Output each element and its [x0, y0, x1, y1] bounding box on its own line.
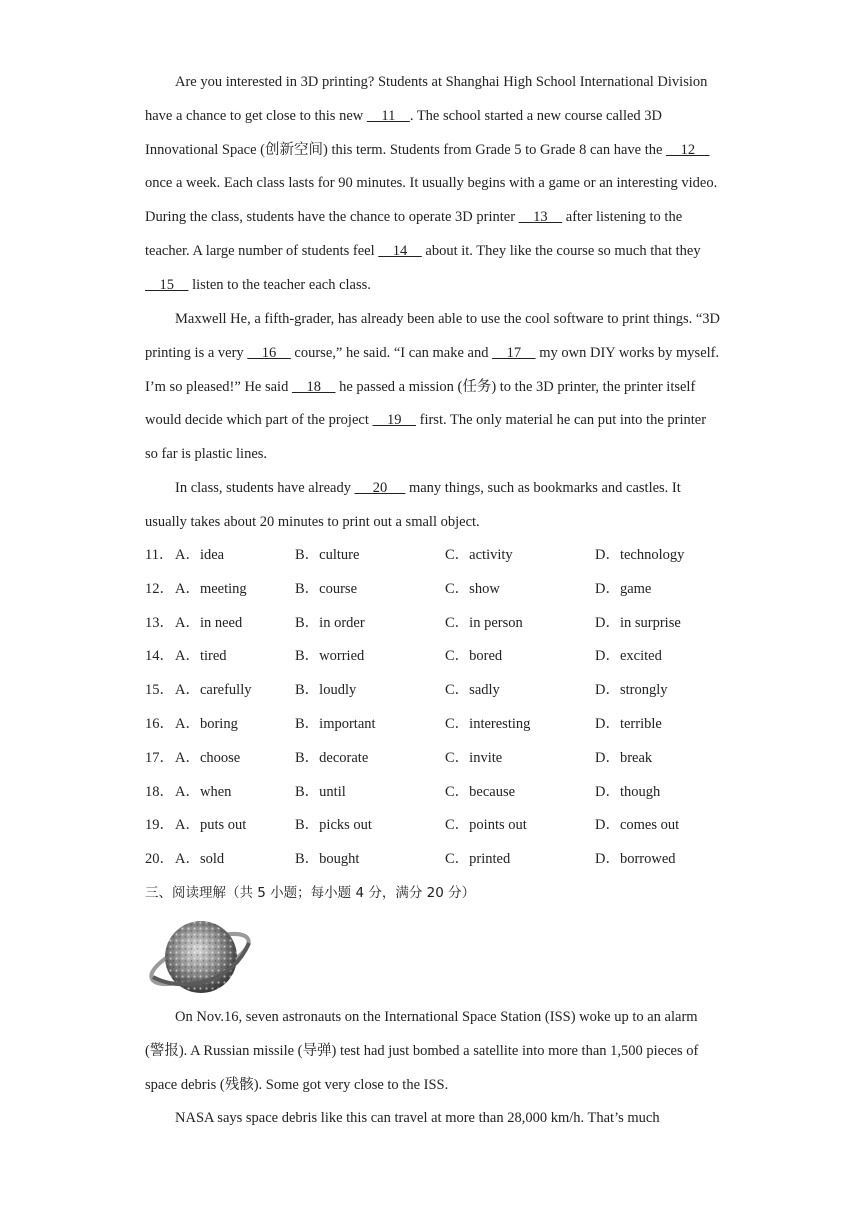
option-c: C．points out: [445, 817, 527, 834]
option-b: B．course: [295, 580, 358, 597]
option-b: B．decorate: [295, 749, 369, 766]
passage-text: about it. They like the course so much that they: [421, 242, 701, 259]
option-a: A．sold: [175, 851, 225, 868]
question-row: [145, 742, 720, 776]
passage-text: . The school started a new course called 3D Innovational Space (创新空间) this term. Students from Grade 5 to Grade 8 can have the: [145, 107, 667, 158]
question-number: 14．: [145, 648, 174, 665]
passage1-paragraph-3: [145, 472, 720, 540]
question-number: 16．: [145, 716, 174, 732]
answer-blank: 15: [145, 276, 189, 293]
option-c: C．because: [445, 783, 516, 800]
passage2-paragraph-2: NASA says space debris like this can travel at more than 28,000 km/h. That’s much: [175, 1110, 660, 1126]
option-d: D．technology: [595, 547, 685, 563]
answer-blank: 11: [366, 107, 410, 124]
passage-text: course,” he said. “I can make and: [290, 344, 493, 361]
passage1-paragraph-2: [145, 303, 720, 472]
passage-text: Are you interested in 3D printing? Students at Shanghai High School International Division have a chance to get close to this new: [145, 74, 708, 124]
option-c: C．interesting: [445, 716, 531, 732]
option-b: B．worried: [295, 648, 365, 665]
question-number: 17．: [145, 749, 174, 766]
passage-text: first. The only material he can put into the printer so far is plastic lines.: [145, 412, 707, 463]
option-c: C．in person: [445, 614, 523, 631]
question-row: [145, 573, 720, 607]
option-a: A．tired: [175, 648, 227, 665]
answer-blank: 12: [666, 141, 710, 158]
passage2-paragraph-1: On Nov.16, seven astronauts on the International Space Station (ISS) woke up to an alarm (警报). A Russian missile (导弹) test had just bombed a satellite into more than 1,500 pieces of space debris (残骸). Some got very close to the ISS.: [145, 1009, 699, 1093]
question-row: [145, 674, 720, 708]
option-a: A．meeting: [175, 580, 247, 597]
option-c: C．activity: [445, 547, 513, 563]
option-d: D．game: [595, 580, 652, 597]
question-row: [145, 708, 720, 742]
option-a: A．boring: [175, 716, 238, 732]
answer-blank: 18: [291, 378, 336, 395]
option-b: B．picks out: [295, 817, 372, 834]
option-d: D．though: [595, 783, 661, 800]
question-row: [145, 640, 720, 674]
answer-blank: 16: [247, 344, 291, 361]
passage-text: many things, such as bookmarks and castles. It usually takes about 20 minutes to print out a small object.: [145, 480, 681, 530]
option-a: A．carefully: [175, 682, 252, 699]
passage-text: listen to the teacher each class.: [188, 276, 371, 293]
option-d: D．break: [595, 749, 653, 766]
planet-illustration-icon: [145, 915, 255, 1000]
question-number: 12．: [145, 580, 174, 597]
question-number: 19．: [145, 817, 174, 834]
option-d: D．in surprise: [595, 614, 681, 631]
question-row: [145, 607, 720, 641]
option-b: B．in order: [295, 614, 365, 631]
answer-blank: 19: [372, 412, 416, 429]
option-b: B．loudly: [295, 682, 357, 699]
question-row: [145, 843, 720, 877]
passage-text: In class, students have already: [175, 480, 355, 496]
question-row: [145, 539, 720, 573]
answer-blank: 17: [492, 344, 536, 361]
passage1-paragraph-1: [145, 66, 720, 303]
option-b: B．until: [295, 783, 346, 800]
question-row: [145, 776, 720, 810]
question-number: 18．: [145, 783, 174, 800]
option-c: C．show: [445, 580, 500, 597]
option-b: B．culture: [295, 547, 360, 563]
option-c: C．printed: [445, 851, 511, 868]
passage-text: he passed a mission (任务) to the 3D printer, the printer itself would decide which part of the project: [145, 378, 696, 429]
passage-text: once a week. Each class lasts for 90 minutes. It usually begins with a game or an interesting video. During the class, students have the chance to operate 3D printer: [145, 175, 718, 226]
option-d: D．excited: [595, 648, 662, 665]
question-number: 13．: [145, 614, 174, 631]
option-b: B．important: [295, 716, 376, 732]
answer-blank: 14: [378, 242, 422, 259]
option-d: D．terrible: [595, 716, 662, 732]
option-b: B．bought: [295, 851, 360, 868]
answer-blank: 13: [518, 209, 563, 226]
question-number: 15．: [145, 682, 174, 699]
option-a: A．idea: [175, 547, 225, 563]
option-c: C．bored: [445, 648, 503, 665]
option-d: D．comes out: [595, 817, 680, 834]
passage-text: after listening to the teacher. A large number of students feel: [145, 209, 683, 259]
option-d: D．strongly: [595, 682, 668, 699]
option-a: A．in need: [175, 614, 243, 631]
option-a: A．choose: [175, 749, 241, 766]
section-3-heading: 三、阅读理解（共 5 小题；每小题 4 分，满分 20 分）: [145, 885, 476, 901]
question-number: 11．: [145, 547, 174, 563]
passage-text: my own DIY works by myself. I’m so pleased!” He said: [145, 344, 720, 395]
option-d: D．borrowed: [595, 851, 676, 868]
question-number: 20．: [145, 851, 174, 868]
option-c: C．sadly: [445, 682, 500, 699]
option-a: A．when: [175, 783, 232, 800]
option-c: C．invite: [445, 749, 503, 766]
option-a: A．puts out: [175, 817, 247, 834]
passage-text: Maxwell He, a fifth-grader, has already been able to use the cool software to print things. “3D printing is a very: [145, 311, 720, 361]
question-row: [145, 809, 720, 843]
answer-blank: 20: [354, 480, 406, 496]
